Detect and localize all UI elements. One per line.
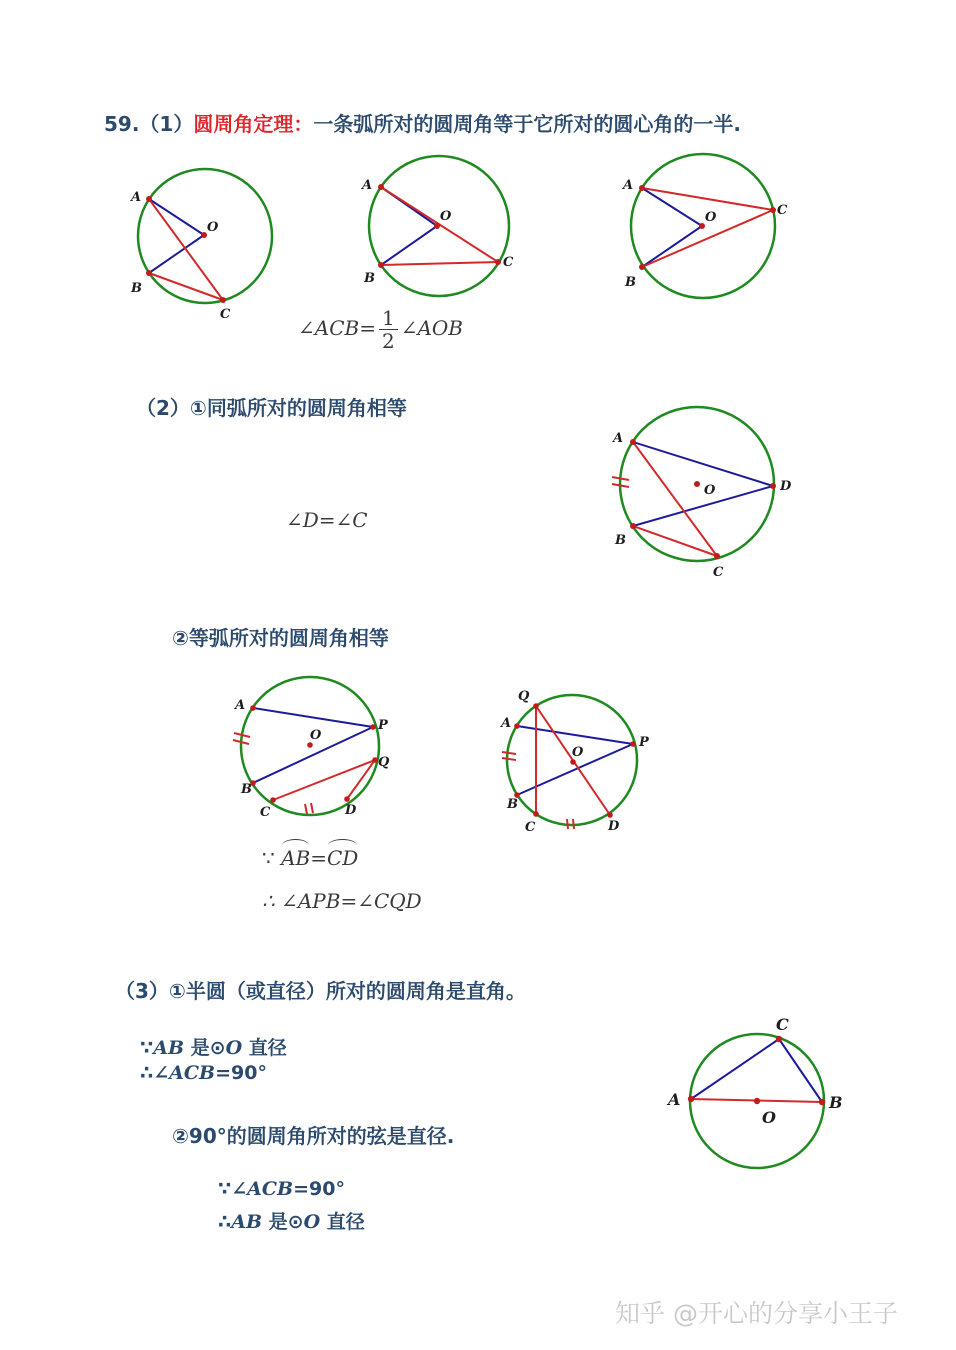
diameter-text: 直径 — [320, 1211, 365, 1233]
label-a: A — [362, 178, 373, 193]
segment-ac — [691, 1039, 779, 1099]
label-o: O — [572, 745, 584, 760]
label-a: A — [501, 716, 512, 731]
label-c: C — [260, 805, 271, 820]
label-o: O — [310, 728, 322, 743]
because-symbol: ∵ — [140, 1037, 154, 1059]
equal-arc-heading: ②等弧所对的圆周角相等 — [172, 626, 389, 650]
semicircle-heading: （3）①半圆（或直径）所对的圆周角是直角。 — [115, 979, 526, 1003]
label-a: A — [668, 1090, 681, 1109]
formula-left: ∠ACB= — [298, 316, 376, 340]
label-c: C — [503, 255, 514, 270]
formula-right: ∠AOB — [400, 316, 463, 340]
label-b: B — [131, 281, 142, 296]
angle-acb: ∠ACB — [153, 1062, 216, 1084]
label-b: B — [507, 797, 518, 812]
label-b: B — [829, 1093, 843, 1112]
watermark: 知乎 @开心的分享小王子 — [615, 1299, 898, 1328]
label-c: C — [777, 203, 788, 218]
label-o: O — [207, 220, 219, 235]
therefore-symbol: ∴ — [140, 1062, 154, 1084]
label-b: B — [615, 533, 626, 548]
label-q: Q — [378, 755, 390, 770]
label-a: A — [623, 178, 634, 193]
label-d: D — [608, 819, 620, 834]
point-o — [754, 1098, 760, 1104]
theorem-title: 圆周角定理： — [193, 112, 314, 136]
label-b: B — [241, 782, 252, 797]
circle-text: 是⊙ — [184, 1037, 226, 1059]
label-d: D — [345, 803, 357, 818]
same-arc-formula: ∠D=∠C — [286, 508, 368, 532]
label-p: P — [639, 735, 649, 750]
fraction-numerator: 1 — [379, 307, 398, 330]
angle-value: =90° — [215, 1062, 267, 1084]
label-o: O — [762, 1108, 776, 1127]
label-o: O — [705, 210, 717, 225]
label-c: C — [713, 565, 724, 580]
because-symbol: ∵ — [262, 846, 275, 870]
label-c: C — [525, 820, 536, 835]
label-p: P — [378, 718, 388, 733]
angle-acb: ∠ACB — [231, 1178, 294, 1200]
angle-value: =90° — [293, 1178, 345, 1200]
arc-ab: AB — [281, 846, 311, 870]
label-q: Q — [518, 689, 530, 704]
point-c — [776, 1036, 782, 1042]
arc-cd: CD — [327, 846, 359, 870]
therefore-symbol: ∴ — [218, 1211, 232, 1233]
problem-number: 59.（1） — [104, 112, 194, 136]
fraction-denominator: 2 — [381, 329, 395, 353]
var-o: O — [303, 1211, 321, 1233]
because-symbol: ∵ — [218, 1178, 232, 1200]
point-a — [688, 1096, 694, 1102]
var-ab: AB — [153, 1037, 185, 1059]
theorem-statement: 一条弧所对的圆周角等于它所对的圆心角的一半. — [313, 112, 741, 136]
label-a: A — [235, 698, 246, 713]
label-c: C — [776, 1015, 789, 1034]
equals-sign: = — [310, 846, 327, 870]
label-o: O — [704, 483, 716, 498]
label-c: C — [220, 307, 231, 322]
var-o: O — [225, 1037, 243, 1059]
label-b: B — [364, 271, 375, 286]
circle-text: 是⊙ — [262, 1211, 304, 1233]
label-b: B — [625, 275, 636, 290]
label-d: D — [780, 479, 792, 494]
right-angle-chord-heading: ②90°的圆周角所对的弦是直径. — [172, 1124, 455, 1148]
same-arc-heading: （2）①同弧所对的圆周角相等 — [136, 396, 407, 420]
diameter-text: 直径 — [242, 1037, 287, 1059]
var-ab: AB — [231, 1211, 263, 1233]
point-b — [819, 1099, 825, 1105]
label-a: A — [131, 190, 142, 205]
label-o: O — [440, 209, 452, 224]
equal-arc-conclusion: ∴ ∠APB=∠CQD — [262, 889, 422, 913]
label-a: A — [613, 431, 624, 446]
